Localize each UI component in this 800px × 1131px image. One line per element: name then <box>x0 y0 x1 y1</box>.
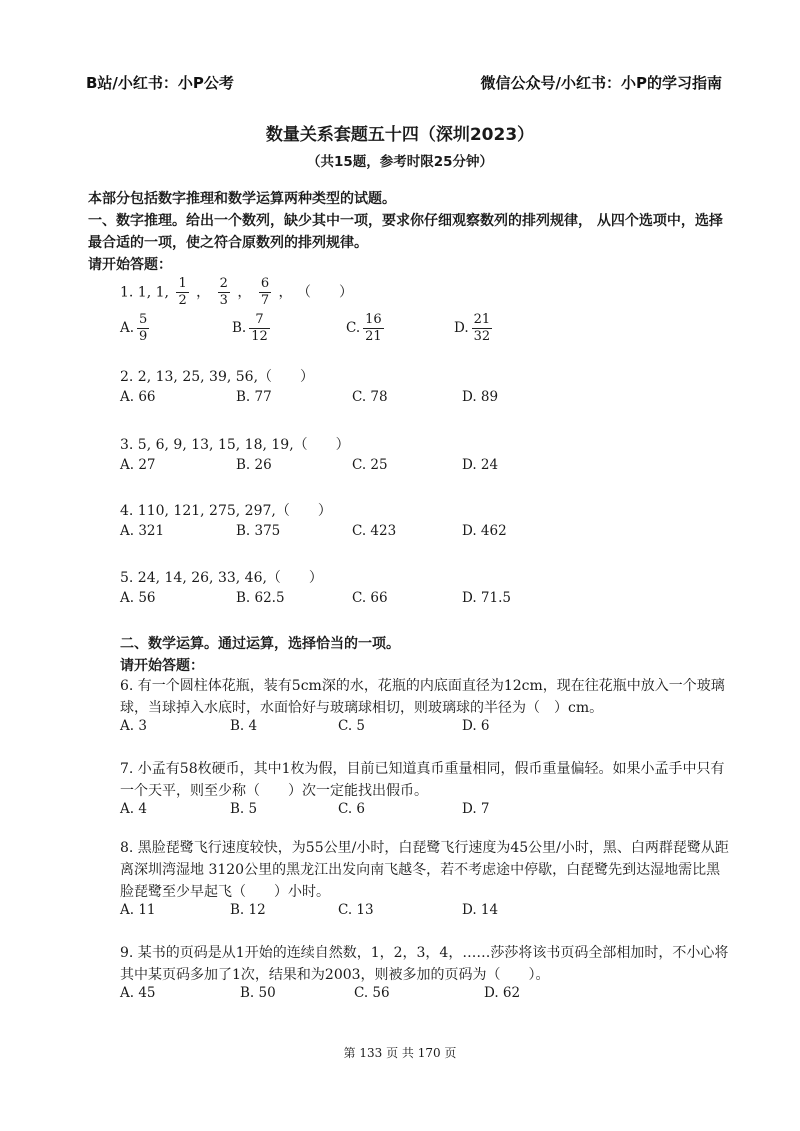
option-a[interactable]: A. 66 <box>120 389 156 405</box>
q8-options <box>120 902 720 922</box>
question-8: 8. 黑脸琵鹭飞行速度较快，为55公里/小时，白琵鹭飞行速度为45公里/小时，黑、白两群琵鹭从距离深圳湾湿地 3120公里的黑龙江出发向南飞越冬，若不考虑途中停歇，白琵鹭先到达湿地需比黑脸琵鹭至少早起飞（ ）小时。 <box>120 840 729 900</box>
option-a[interactable]: A. 27 <box>120 457 156 473</box>
page-subtitle: （共15题，参考时限25分钟） <box>306 154 494 170</box>
q1-options <box>120 312 720 348</box>
option-d[interactable]: D. 71.5 <box>462 590 511 606</box>
question-1: 1. 1, 1, $\frac{1}{2}$ ， $\frac{2}{3}$ ， $\frac{6}{7}$ ， （ ） <box>120 276 353 308</box>
q1-fraction: $\frac{6}{7}$ <box>260 276 270 308</box>
question-7: 7. 小孟有58枚硬币，其中1枚为假，目前已知道真币重量相同，假币重量偏轻。如果小孟手中只有一个天平，则至少称（ ）次一定能找出假币。 <box>120 761 725 799</box>
option-d[interactable]: D. $\frac{21}{32}$ <box>454 312 491 344</box>
question-2: 2. 2, 13, 25, 39, 56,（ ） <box>120 369 315 385</box>
question-4: 4. 110, 121, 275, 297,（ ） <box>120 503 332 519</box>
header-left: B站/小红书：小P公考 <box>86 74 234 92</box>
page-footer: 第 133 页 共 170 页 <box>343 1046 457 1060</box>
option-d[interactable]: D. 62 <box>484 985 521 1001</box>
intro-text <box>88 188 728 276</box>
option-b[interactable]: B. 26 <box>236 457 272 473</box>
intro-start: 请开始答题： <box>88 257 172 273</box>
question-5: 5. 24, 14, 26, 33, 46,（ ） <box>120 570 323 586</box>
section1-instructions: 一、数字推理。给出一个数列，缺少其中一项，要求你仔细观察数列的排列规律， 从四个选项中，选择最合适的一项，使之符合原数列的排列规律。 <box>88 213 723 251</box>
option-c[interactable]: C. 66 <box>352 590 388 606</box>
q5-options <box>120 590 720 610</box>
q7-options <box>120 801 720 821</box>
option-c[interactable]: C. 78 <box>352 389 388 405</box>
option-c[interactable]: C. 13 <box>338 902 374 918</box>
q3-options <box>120 457 720 477</box>
option-c[interactable]: C. 423 <box>352 523 397 539</box>
option-b[interactable]: B. 4 <box>230 718 258 734</box>
option-c[interactable]: C. 56 <box>354 985 390 1001</box>
option-b[interactable]: B. 375 <box>236 523 281 539</box>
option-b[interactable]: B. 62.5 <box>236 590 285 606</box>
option-d[interactable]: D. 6 <box>462 718 490 734</box>
option-d[interactable]: D. 14 <box>462 902 499 918</box>
q1-fraction: $\frac{1}{2}$ <box>178 276 187 308</box>
option-a[interactable]: A. 45 <box>120 985 156 1001</box>
header-right: 微信公众号/小红书：小P的学习指南 <box>480 74 722 92</box>
option-c[interactable]: C. 6 <box>338 801 366 817</box>
section2-start: 请开始答题： <box>120 658 204 674</box>
option-a[interactable]: A. 321 <box>120 523 165 539</box>
option-c[interactable]: C. 25 <box>352 457 388 473</box>
section2-title: 二、数学运算。通过运算，选择恰当的一项。 <box>120 636 400 652</box>
option-d[interactable]: D. 7 <box>462 801 490 817</box>
option-a[interactable]: A. 11 <box>120 902 156 918</box>
option-c[interactable]: C. $\frac{16}{21}$ <box>346 312 382 344</box>
option-d[interactable]: D. 462 <box>462 523 507 539</box>
q1-blank: （ ） <box>297 284 353 301</box>
q6-options <box>120 718 720 738</box>
q1-fraction: $\frac{2}{3}$ <box>219 276 228 308</box>
option-b[interactable]: B. 50 <box>240 985 276 1001</box>
question-3: 3. 5, 6, 9, 13, 15, 18, 19,（ ） <box>120 437 350 453</box>
option-a[interactable]: A. 4 <box>120 801 147 817</box>
option-b[interactable]: B. 77 <box>236 389 272 405</box>
q9-options <box>120 985 720 1005</box>
option-b[interactable]: B. 5 <box>230 801 258 817</box>
q1-prefix: 1. 1, 1, <box>120 284 169 301</box>
option-b[interactable]: B. 12 <box>230 902 266 918</box>
option-a[interactable]: A. 3 <box>120 718 147 734</box>
page-title: 数量关系套题五十四（深圳2023） <box>265 125 535 145</box>
q4-options <box>120 523 720 543</box>
question-9: 9. 某书的页码是从1开始的连续自然数，1，2，3，4，……莎莎将该书页码全部相加时，不小心将其中某页码多加了1次，结果和为2003，则被多加的页码为（ ）。 <box>120 945 729 983</box>
q2-options <box>120 389 720 409</box>
option-d[interactable]: D. 24 <box>462 457 499 473</box>
option-d[interactable]: D. 89 <box>462 389 499 405</box>
option-a[interactable]: A. 56 <box>120 590 156 606</box>
option-a[interactable]: A. $\frac{5}{9}$ <box>120 312 148 344</box>
question-6: 6. 有一个圆柱体花瓶，装有5cm深的水，花瓶的内底面直径为12cm，现在往花瓶中放入一个玻璃球，当球掉入水底时，水面恰好与玻璃球相切，则玻璃球的半径为（ ）cm。 <box>120 678 725 716</box>
option-c[interactable]: C. 5 <box>338 718 366 734</box>
option-b[interactable]: B. $\frac{7}{12}$ <box>232 312 268 344</box>
intro-line: 本部分包括数字推理和数学运算两种类型的试题。 <box>88 191 396 207</box>
